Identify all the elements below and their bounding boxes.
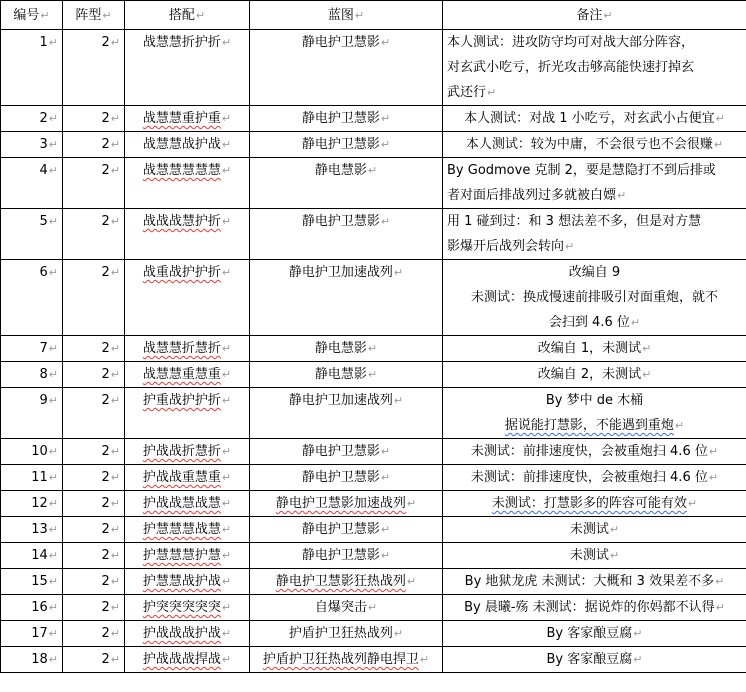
- paragraph-mark: ↵: [715, 601, 725, 614]
- paragraph-mark: ↵: [48, 471, 58, 484]
- cell-formation: 2↵: [63, 465, 125, 491]
- cell-notes: [443, 388, 746, 439]
- paragraph-mark: ↵: [110, 471, 120, 484]
- paragraph-mark: ↵: [48, 138, 58, 151]
- cell-blueprint: 静电护卫慧影↵: [250, 106, 443, 132]
- cell-formation: 2↵: [63, 569, 125, 595]
- paragraph-mark: ↵: [110, 601, 120, 614]
- cell-combo: 护战战战护战↵: [125, 621, 250, 647]
- paragraph-mark: ↵: [713, 138, 724, 151]
- note-line: By 地狱龙虎 未测试：大概和 3 效果差不多↵: [464, 574, 725, 589]
- paragraph-mark: ↵: [48, 497, 58, 510]
- cell-combo: 护战战战捍战↵: [125, 647, 250, 673]
- note-line: 改编自 2，未测试↵: [537, 367, 652, 382]
- table-row: [1, 158, 746, 209]
- paragraph-mark: ↵: [633, 627, 643, 640]
- cell-id: 7↵: [1, 336, 63, 362]
- cell-id: 8↵: [1, 362, 63, 388]
- paragraph-mark: ↵: [48, 575, 58, 588]
- paragraph-mark: ↵: [110, 627, 120, 640]
- note-line: 会扫到 4.6 位↵: [548, 315, 641, 330]
- table-row: [1, 336, 746, 362]
- paragraph-mark: ↵: [393, 627, 404, 640]
- paragraph-mark: ↵: [367, 601, 378, 614]
- paragraph-mark: ↵: [110, 497, 120, 510]
- paragraph-mark: ↵: [221, 497, 232, 510]
- cell-id: 10↵: [1, 439, 63, 465]
- paragraph-mark: ↵: [221, 549, 232, 562]
- cell-formation: 2↵: [63, 30, 125, 106]
- note-line: 用 1 碰到过：和 3 想法差不多，但是对方慧: [447, 214, 702, 229]
- paragraph-mark: ↵: [633, 653, 643, 666]
- table-row: [1, 132, 746, 158]
- note-line: 改编自 9: [568, 265, 621, 280]
- paragraph-mark: ↵: [221, 445, 232, 458]
- cell-blueprint: 静电护卫慧影↵: [250, 30, 443, 106]
- cell-combo: 护突突突突突↵: [125, 595, 250, 621]
- paragraph-mark: ↵: [110, 445, 120, 458]
- paragraph-mark: ↵: [221, 523, 232, 536]
- table-row: [1, 260, 746, 336]
- paragraph-mark: ↵: [48, 215, 58, 228]
- note-line: By 客家酿豆腐↵: [546, 626, 643, 641]
- note-line: 者对面后排战列过多就被白嫖↵: [447, 188, 627, 203]
- table-row: [1, 517, 746, 543]
- cell-combo: 战慧慧折护折↵: [125, 30, 250, 106]
- paragraph-mark: ↵: [609, 549, 620, 562]
- cell-notes: [443, 569, 746, 595]
- cell-id: 6↵: [1, 260, 63, 336]
- paragraph-mark: ↵: [48, 266, 58, 279]
- paragraph-mark: ↵: [48, 653, 58, 666]
- paragraph-mark: ↵: [221, 394, 232, 407]
- paragraph-mark: ↵: [221, 601, 232, 614]
- cell-blueprint: 静电护卫加速战列↵: [250, 388, 443, 439]
- cell-blueprint: 护盾护卫狂热战列↵: [250, 621, 443, 647]
- header-notes: 备注↵: [443, 1, 746, 30]
- paragraph-mark: ↵: [687, 497, 698, 510]
- cell-id: 9↵: [1, 388, 63, 439]
- note-line: 本人测试：对战 1 小吃亏，对玄武小占便宜↵: [464, 111, 725, 126]
- paragraph-mark: ↵: [715, 112, 725, 125]
- note-line: 本人测试：进攻防守均可对战大部分阵容，: [447, 35, 695, 50]
- note-line: 武还行↵: [447, 85, 497, 100]
- cell-blueprint: 静电护卫慧影↵: [250, 439, 443, 465]
- cell-formation: 2↵: [63, 491, 125, 517]
- paragraph-mark: ↵: [715, 575, 725, 588]
- cell-notes: [443, 465, 746, 491]
- cell-blueprint: 静电慧影↵: [250, 336, 443, 362]
- cell-id: 5↵: [1, 209, 63, 260]
- table-row: [1, 388, 746, 439]
- note-line: By Godmove 克制 2，要是慧隐打不到后排或: [447, 163, 716, 178]
- paragraph-mark: ↵: [406, 497, 417, 510]
- paragraph-mark: ↵: [110, 523, 120, 536]
- note-line: 本人测试：较为中庸，不会很亏也不会很赚↵: [465, 137, 724, 152]
- paragraph-mark: ↵: [48, 445, 58, 458]
- paragraph-mark: ↵: [221, 36, 232, 49]
- cell-id: 3↵: [1, 132, 63, 158]
- note-line: 未测试：前排速度快，会被重炮扫 4.6 位↵: [470, 444, 719, 459]
- paragraph-mark: ↵: [110, 549, 120, 562]
- paragraph-mark: ↵: [380, 138, 391, 151]
- note-line: 对玄武小吃亏，折光攻击够高能快速打掉玄: [447, 60, 695, 75]
- note-line: 据说能打慧影，不能遇到重炮↵: [504, 418, 685, 433]
- paragraph-mark: ↵: [221, 653, 232, 666]
- paragraph-mark: ↵: [48, 601, 58, 614]
- paragraph-mark: ↵: [221, 575, 232, 588]
- table-row: [1, 595, 746, 621]
- cell-id: 17↵: [1, 621, 63, 647]
- paragraph-mark: ↵: [367, 368, 378, 381]
- cell-notes: [443, 336, 746, 362]
- table-row: [1, 362, 746, 388]
- paragraph-mark: ↵: [367, 342, 378, 355]
- cell-combo: 战重战护护折↵: [125, 260, 250, 336]
- paragraph-mark: ↵: [221, 215, 232, 228]
- paragraph-mark: ↵: [48, 549, 58, 562]
- cell-combo: 战慧慧重护重↵: [125, 106, 250, 132]
- paragraph-mark: ↵: [110, 164, 120, 177]
- cell-combo: 护慧慧战护战↵: [125, 569, 250, 595]
- paragraph-mark: ↵: [48, 627, 58, 640]
- cell-notes: [443, 621, 746, 647]
- cell-combo: 战慧慧重慧重↵: [125, 362, 250, 388]
- paragraph-mark: ↵: [617, 189, 627, 202]
- note-line: 未测试↵: [569, 522, 620, 537]
- cell-formation: 2↵: [63, 595, 125, 621]
- cell-blueprint: 静电护卫慧影↵: [250, 517, 443, 543]
- cell-blueprint: 静电护卫慧影加速战列↵: [250, 491, 443, 517]
- cell-notes: [443, 647, 746, 673]
- cell-id: 1↵: [1, 30, 63, 106]
- paragraph-mark: ↵: [221, 342, 232, 355]
- paragraph-mark: ↵: [110, 112, 120, 125]
- paragraph-mark: ↵: [393, 266, 404, 279]
- cell-combo: 护战战慧战慧↵: [125, 491, 250, 517]
- paragraph-mark: ↵: [221, 627, 232, 640]
- note-line: 未测试：前排速度快，会被重炮扫 4.6 位↵: [470, 470, 719, 485]
- paragraph-mark: ↵: [642, 368, 652, 381]
- cell-blueprint: 静电慧影↵: [250, 362, 443, 388]
- cell-id: 4↵: [1, 158, 63, 209]
- header-id: 编号↵: [1, 1, 63, 30]
- table-row: [1, 491, 746, 517]
- cell-blueprint: 护盾护卫狂热战列静电捍卫↵: [250, 647, 443, 673]
- cell-notes: [443, 543, 746, 569]
- cell-notes: [443, 517, 746, 543]
- cell-notes: [443, 362, 746, 388]
- paragraph-mark: ↵: [48, 368, 58, 381]
- cell-id: 14↵: [1, 543, 63, 569]
- paragraph-mark: ↵: [110, 394, 120, 407]
- note-line: 未测试：打慧影多的阵容可能有效↵: [491, 496, 698, 511]
- note-line: By 客家酿豆腐↵: [546, 652, 643, 667]
- cell-notes: [443, 132, 746, 158]
- cell-formation: 2↵: [63, 132, 125, 158]
- cell-combo: 战慧慧战护战↵: [125, 132, 250, 158]
- table-row: [1, 465, 746, 491]
- cell-combo: 护战战折慧折↵: [125, 439, 250, 465]
- paragraph-mark: ↵: [110, 653, 120, 666]
- note-line: 改编自 1，未测试↵: [537, 341, 652, 356]
- header-combo: 搭配↵: [125, 1, 250, 30]
- table-row: [1, 106, 746, 132]
- paragraph-mark: ↵: [110, 266, 120, 279]
- paragraph-mark: ↵: [221, 164, 232, 177]
- paragraph-mark: ↵: [367, 164, 378, 177]
- cell-id: 12↵: [1, 491, 63, 517]
- header-formation: 阵型↵: [63, 1, 125, 30]
- cell-blueprint: 静电护卫慧影↵: [250, 465, 443, 491]
- paragraph-mark: ↵: [221, 266, 232, 279]
- cell-formation: 2↵: [63, 158, 125, 209]
- table-row: [1, 543, 746, 569]
- cell-blueprint: 静电护卫慧影↵: [250, 543, 443, 569]
- paragraph-mark: ↵: [630, 316, 641, 329]
- paragraph-mark: ↵: [380, 215, 391, 228]
- note-line: 未测试：换成慢速前排吸引对面重炮，就不: [470, 290, 718, 305]
- paragraph-mark: ↵: [565, 240, 575, 253]
- paragraph-mark: ↵: [609, 523, 620, 536]
- paragraph-mark: ↵: [48, 394, 58, 407]
- cell-formation: 2↵: [63, 336, 125, 362]
- paragraph-mark: ↵: [110, 138, 120, 151]
- cell-formation: 2↵: [63, 106, 125, 132]
- cell-formation: 2↵: [63, 517, 125, 543]
- paragraph-mark: ↵: [380, 445, 391, 458]
- cell-notes: [443, 260, 746, 336]
- paragraph-mark: ↵: [110, 342, 120, 355]
- header-row: [1, 1, 746, 30]
- note-line: 影爆开后战列会转向↵: [447, 239, 575, 254]
- paragraph-mark: ↵: [110, 575, 120, 588]
- cell-combo: 战战战慧护折↵: [125, 209, 250, 260]
- cell-formation: 2↵: [63, 621, 125, 647]
- paragraph-mark: ↵: [419, 653, 430, 666]
- header-blueprint: 蓝图↵: [250, 1, 443, 30]
- table-row: [1, 209, 746, 260]
- cell-combo: 护慧慧慧战慧↵: [125, 517, 250, 543]
- cell-blueprint: 静电慧影↵: [250, 158, 443, 209]
- paragraph-mark: ↵: [708, 471, 719, 484]
- paragraph-mark: ↵: [110, 36, 120, 49]
- paragraph-mark: ↵: [380, 36, 391, 49]
- table-row: [1, 647, 746, 673]
- paragraph-mark: ↵: [380, 549, 391, 562]
- cell-notes: [443, 209, 746, 260]
- cell-formation: 2↵: [63, 543, 125, 569]
- table-body: [1, 30, 746, 673]
- table-row: [1, 569, 746, 595]
- paragraph-mark: ↵: [48, 342, 58, 355]
- cell-id: 2↵: [1, 106, 63, 132]
- paragraph-mark: ↵: [380, 471, 391, 484]
- paragraph-mark: ↵: [110, 368, 120, 381]
- cell-notes: [443, 30, 746, 106]
- cell-notes: [443, 106, 746, 132]
- table-row: [1, 439, 746, 465]
- paragraph-mark: ↵: [221, 112, 232, 125]
- paragraph-mark: ↵: [708, 445, 719, 458]
- cell-id: 15↵: [1, 569, 63, 595]
- cell-formation: 2↵: [63, 209, 125, 260]
- paragraph-mark: ↵: [48, 523, 58, 536]
- paragraph-mark: ↵: [380, 112, 391, 125]
- paragraph-mark: ↵: [48, 164, 58, 177]
- paragraph-mark: ↵: [221, 368, 232, 381]
- cell-id: 11↵: [1, 465, 63, 491]
- cell-notes: [443, 158, 746, 209]
- cell-formation: 2↵: [63, 439, 125, 465]
- cell-formation: 2↵: [63, 362, 125, 388]
- cell-combo: 护战战重慧重↵: [125, 465, 250, 491]
- cell-notes: [443, 595, 746, 621]
- paragraph-mark: ↵: [48, 112, 58, 125]
- paragraph-mark: ↵: [487, 86, 497, 99]
- paragraph-mark: ↵: [406, 575, 417, 588]
- cell-combo: 战慧慧慧慧慧↵: [125, 158, 250, 209]
- cell-combo: 护慧慧慧护慧↵: [125, 543, 250, 569]
- note-line: By 晨曦-殇 未测试：据说炸的你妈都不认得↵: [464, 600, 725, 615]
- cell-id: 18↵: [1, 647, 63, 673]
- cell-notes: [443, 439, 746, 465]
- paragraph-mark: ↵: [221, 138, 232, 151]
- cell-blueprint: 静电护卫慧影↵: [250, 132, 443, 158]
- paragraph-mark: ↵: [393, 394, 404, 407]
- cell-notes: [443, 491, 746, 517]
- cell-blueprint: 自爆突击↵: [250, 595, 443, 621]
- paragraph-mark: ↵: [48, 36, 58, 49]
- cell-blueprint: 静电护卫慧影↵: [250, 209, 443, 260]
- cell-blueprint: 静电护卫慧影狂热战列↵: [250, 569, 443, 595]
- cell-blueprint: 静电护卫加速战列↵: [250, 260, 443, 336]
- cell-combo: 战慧慧折慧折↵: [125, 336, 250, 362]
- cell-id: 16↵: [1, 595, 63, 621]
- paragraph-mark: ↵: [221, 471, 232, 484]
- cell-combo: 护重战护护折↵: [125, 388, 250, 439]
- cell-id: 13↵: [1, 517, 63, 543]
- cell-formation: 2↵: [63, 647, 125, 673]
- cell-formation: 2↵: [63, 388, 125, 439]
- cell-formation: 2↵: [63, 260, 125, 336]
- note-line: By 梦中 de 木桶: [545, 393, 644, 408]
- paragraph-mark: ↵: [380, 523, 391, 536]
- paragraph-mark: ↵: [642, 342, 652, 355]
- paragraph-mark: ↵: [674, 419, 685, 432]
- paragraph-mark: ↵: [110, 215, 120, 228]
- note-line: 未测试↵: [569, 548, 620, 563]
- table-row: [1, 621, 746, 647]
- table-row: [1, 30, 746, 106]
